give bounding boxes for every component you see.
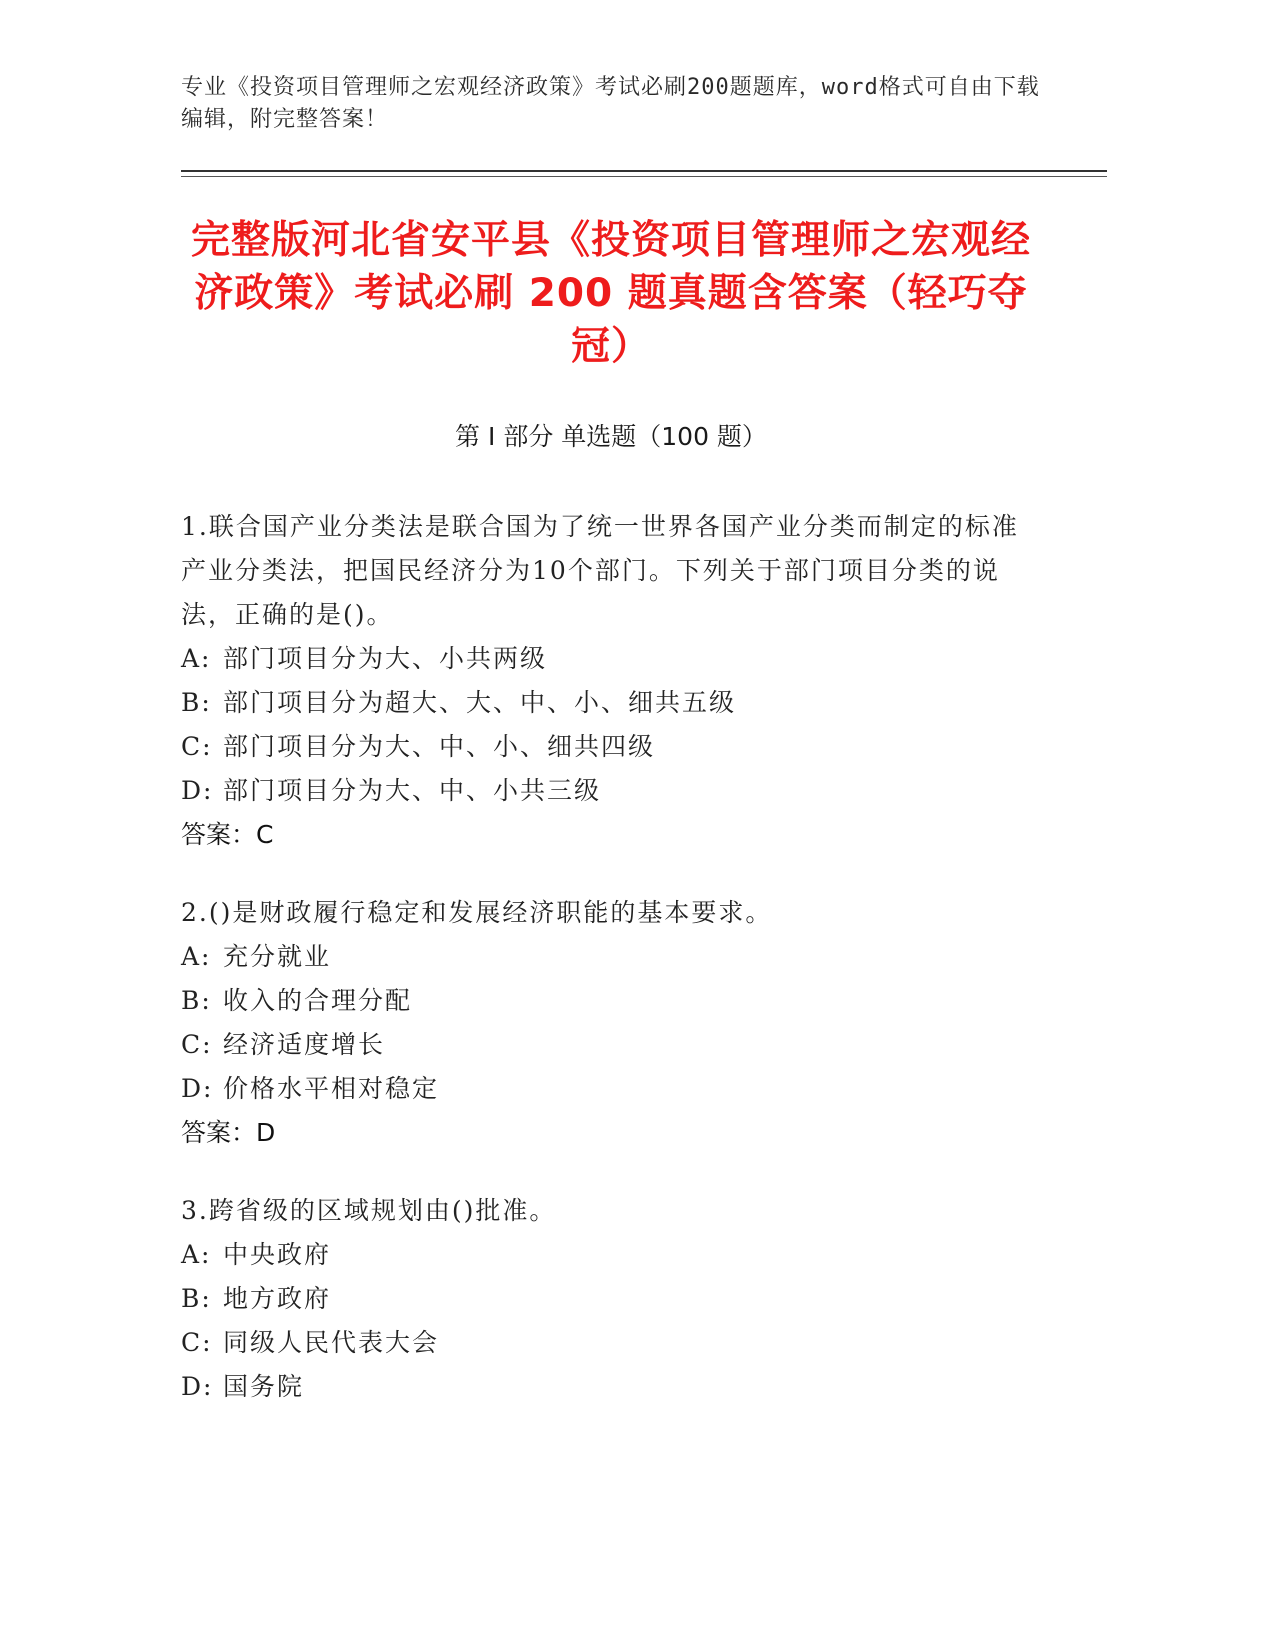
question-1 — [181, 505, 1041, 857]
option-d — [181, 1067, 1041, 1111]
option-key: C: — [181, 1328, 213, 1357]
question-3 — [181, 1189, 1041, 1409]
option-c — [181, 725, 1041, 769]
option-c — [181, 1023, 1041, 1067]
option-a — [181, 1233, 1041, 1277]
option-key: C: — [181, 732, 213, 761]
header-rule-thick — [181, 170, 1107, 172]
option-key: B: — [181, 1284, 212, 1313]
option-a — [181, 637, 1041, 681]
question-stem: 2.()是财政履行稳定和发展经济职能的基本要求。 — [181, 898, 773, 927]
option-a — [181, 935, 1041, 979]
option-text: 充分就业 — [223, 942, 332, 971]
option-text: 中央政府 — [223, 1240, 332, 1269]
option-text: 价格水平相对稳定 — [223, 1074, 440, 1103]
option-d — [181, 1365, 1041, 1409]
option-b — [181, 979, 1041, 1023]
header-note: 专业《投资项目管理师之宏观经济政策》考试必刷200题题库，word格式可自由下载编辑，附完整答案！ — [181, 75, 1040, 132]
option-key: A: — [181, 1240, 212, 1269]
option-d — [181, 769, 1041, 813]
option-text: 国务院 — [223, 1372, 305, 1401]
document-title: 完整版河北省安平县《投资项目管理师之宏观经济政策》考试必刷 200 题真题含答案（轻巧夺冠） — [190, 218, 1031, 369]
question-list — [181, 505, 1041, 1443]
answer-line: 答案：C — [181, 820, 274, 849]
option-c — [181, 1321, 1041, 1365]
option-text: 部门项目分为大、中、小共三级 — [223, 776, 602, 805]
section-title: 第 I 部分 单选题（100 题） — [455, 422, 767, 451]
option-key: B: — [181, 986, 212, 1015]
option-key: D: — [181, 776, 214, 805]
option-text: 经济适度增长 — [223, 1030, 386, 1059]
option-text: 地方政府 — [223, 1284, 332, 1313]
option-text: 同级人民代表大会 — [223, 1328, 440, 1357]
option-key: A: — [181, 644, 212, 673]
option-key: C: — [181, 1030, 213, 1059]
option-b — [181, 681, 1041, 725]
question-stem: 3.跨省级的区域规划由()批准。 — [181, 1196, 557, 1225]
answer-line: 答案：D — [181, 1118, 276, 1147]
option-key: B: — [181, 688, 212, 717]
option-b — [181, 1277, 1041, 1321]
option-key: D: — [181, 1074, 214, 1103]
header-rule-thin — [181, 176, 1107, 177]
option-key: A: — [181, 942, 212, 971]
option-text: 部门项目分为大、小共两级 — [223, 644, 548, 673]
option-text: 收入的合理分配 — [223, 986, 413, 1015]
question-2 — [181, 891, 1041, 1155]
option-text: 部门项目分为大、中、小、细共四级 — [223, 732, 656, 761]
question-stem: 1.联合国产业分类法是联合国为了统一世界各国产业分类而制定的标准产业分类法，把国民经济分为10个部门。下列关于部门项目分类的说法，正确的是()。 — [181, 512, 1019, 629]
option-key: D: — [181, 1372, 214, 1401]
option-text: 部门项目分为超大、大、中、小、细共五级 — [223, 688, 737, 717]
